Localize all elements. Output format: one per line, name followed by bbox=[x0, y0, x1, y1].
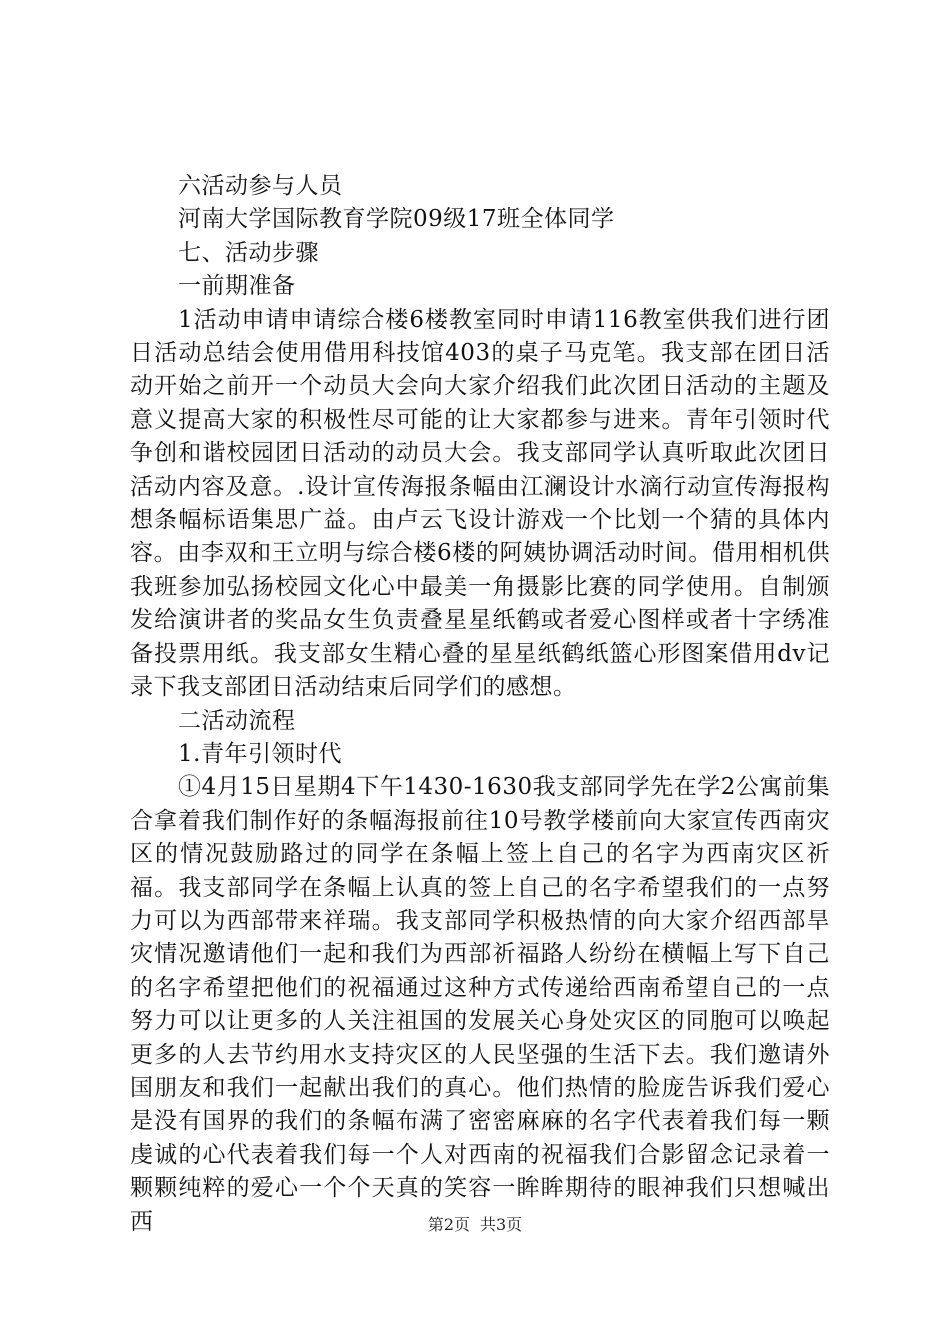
subheading-process: 二活动流程 bbox=[178, 707, 296, 734]
section-heading-steps: 七、活动步骤 bbox=[178, 239, 319, 266]
participants-text: 河南大学国际教育学院09级17班全体同学 bbox=[178, 206, 615, 233]
page-number: 第2页 bbox=[427, 1215, 470, 1234]
subheading-youth-lead: 1.青年引领时代 bbox=[178, 740, 342, 767]
preparation-paragraph: 1活动申请申请综合楼6楼教室同时申请116教室供我们进行团日活动总结会使用借用科技馆403的桌子马克笔。我支部在团日活动开始之前开一个动员大会向大家介绍我们此次团日活动的主题及意义提高大家的积极性尽可能的让大家都参与进来。青年引领时代争创和谐校园团日活动的动员大会。我支部同学认真听取此次团日活动内容及意。.设计宣传海报条幅由江澜设计水滴行动宣传海报构想条幅标语集思广益。由卢云飞设计游戏一个比划一个猜的具体内容。由李双和王立明与综合楼6楼的阿姨协调活动时间。借用相机供我班参加弘扬校园文化心中最美一角摄影比赛的同学使用。自制颁发给演讲者的奖品女生负责叠星星纸鹤或者爱心图样或者十字绣准备投票用纸。我支部女生精心叠的星星纸鹤纸篮心形图案借用dv记录下我支部团日活动结束后同学们的感想。 bbox=[130, 306, 830, 701]
process-paragraph: ①4月15日星期4下午1430-1630我支部同学先在学2公寓前集合拿着我们制作好的条幅海报前往10号教学楼前向大家宣传西南灾区的情况鼓励路过的同学在条幅上签上自己的名字为西南灾区祈福。我支部同学在条幅上认真的签上自己的名字希望我们的一点努力可以为西部带来祥瑞。我支部同学积极热情的向大家介绍西部旱灾情况邀请他们一起和我们为西部祈福路人纷纷在横幅上写下自己的名字希望把他们的祝福通过这种方式传递给西南希望自己的一点努力可以让更多的人关注祖国的发展关心身处灾区的同胞可以唤起更多的人去节约用水支持灾区的人民坚强的生活下去。我们邀请外国朋友和我们一起献出我们的真心。他们热情的脸庞告诉我们爱心是没有国界的我们的条幅布满了密密麻麻的名字代表着我们每一颗虔诚的心代表着我们每一个人对西南的祝福我们合影留念记录着一颗颗纯粹的爱心一个个天真的笑容一眸眸期待的眼神我们只想喊出西 bbox=[130, 774, 830, 1235]
document-body bbox=[130, 170, 830, 1239]
subheading-preparation: 一前期准备 bbox=[178, 273, 296, 300]
section-heading-participants: 六活动参与人员 bbox=[178, 173, 343, 199]
page-footer bbox=[0, 1214, 950, 1236]
page-total: 共3页 bbox=[480, 1215, 523, 1234]
